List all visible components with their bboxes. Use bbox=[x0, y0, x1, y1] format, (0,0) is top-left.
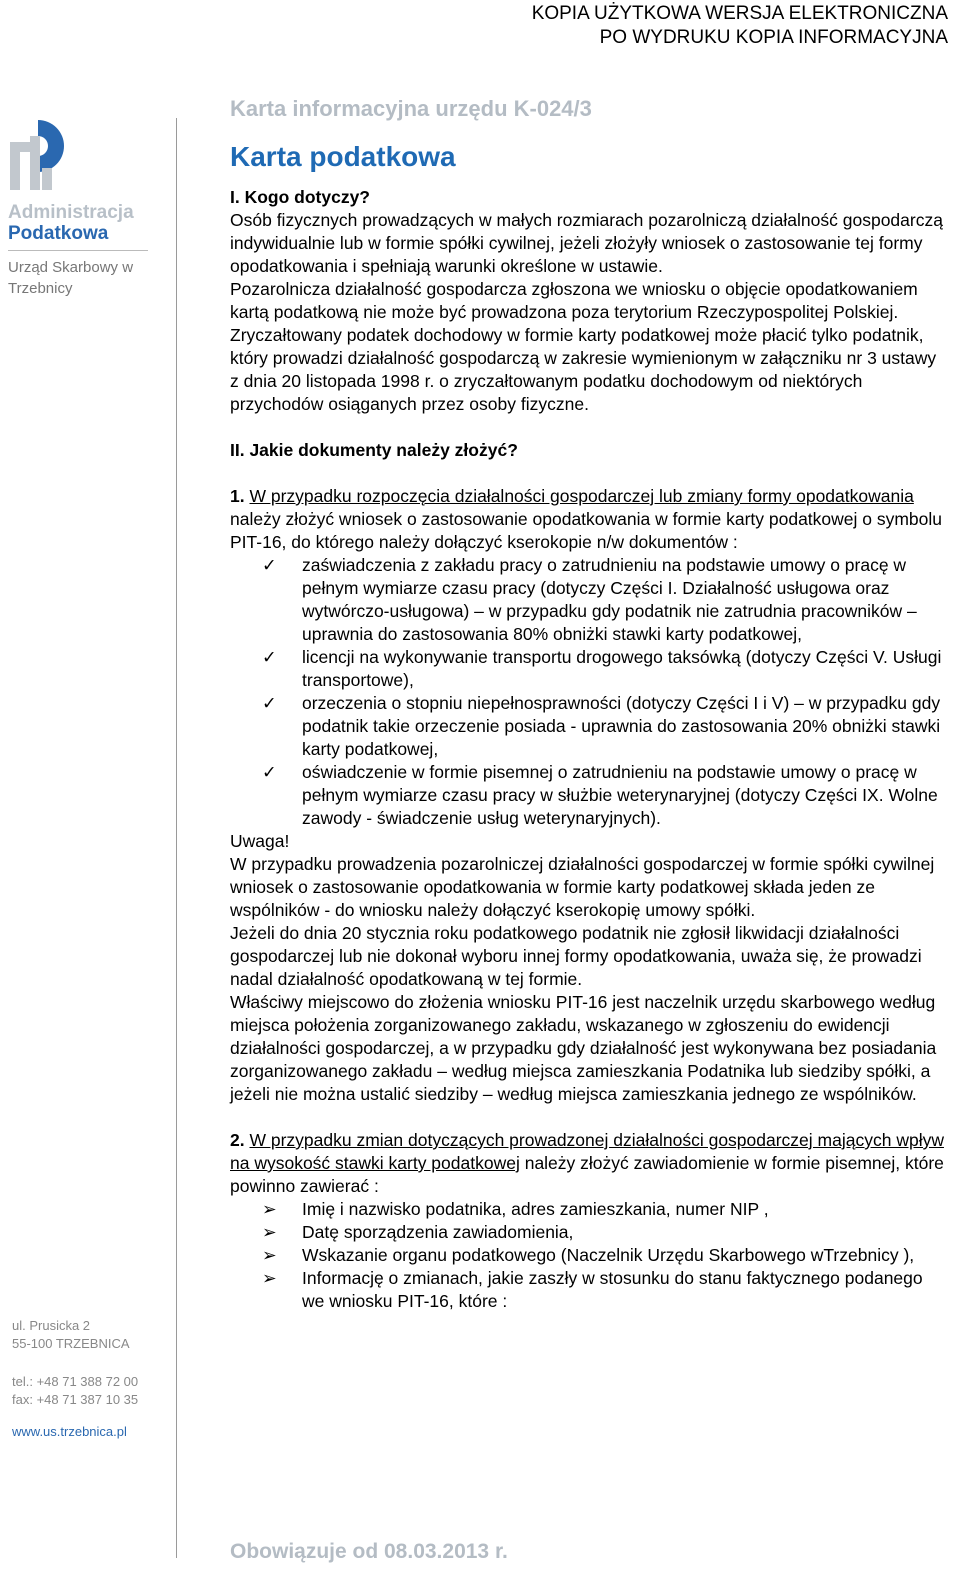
checkmark-icon: ✓ bbox=[262, 555, 277, 575]
checkmark-icon: ✓ bbox=[262, 762, 277, 782]
arrowhead-icon: ➢ bbox=[262, 1245, 277, 1265]
administracja-logo-icon bbox=[8, 116, 70, 192]
valid-from-footer: Obowiązuje od 08.03.2013 r. bbox=[230, 1540, 508, 1563]
section-1-heading: I. Kogo dotyczy? bbox=[230, 187, 370, 207]
list-item-text: oświadczenie w formie pisemnej o zatrudnieniu na podstawie umowy o pracę w pełnym wymiarze czasu pracy w służbie weterynaryjnej (dotyczy Części IX. Wolne zawody - świadczenie usług weterynaryjnych). bbox=[302, 762, 938, 828]
list-item-text: orzeczenia o stopniu niepełnosprawności (dotyczy Części I i V) – w przypadku gdy podatnik takie orzeczenie posiada - uprawnia do zastosowania 20% obniżki stawki karty podatkowej, bbox=[302, 693, 941, 759]
section-1-paragraph: Pozarolnicza działalność gospodarcza zgłoszona we wniosku o objęcie opodatkowaniem kartą podatkową nie może być prowadzona poza terytorium Rzeczypospolitej Polskiej. bbox=[230, 279, 918, 322]
section-1-paragraph: Zryczałtowany podatek dochodowy w formie karty podatkowej może płacić tylko podatnik, który prowadzi działalność gospodarczą w zakresie wymienionym w załączniku nr 3 ustawy z dnia 20 listopada 1998 r. o zryczałtowanym podatku dochodowym od niektórych przychodów osiąganych przez osoby fizyczne. bbox=[230, 325, 937, 414]
item-2-number: 2. bbox=[230, 1130, 245, 1150]
logo-text-administracja: Administracja bbox=[8, 202, 134, 223]
list-item bbox=[230, 1267, 945, 1313]
list-item-text: zaświadczenia z zakładu pracy o zatrudnieniu na podstawie umowy o pracę w pełnym wymiarze czasu pracy (dotyczy Części I. Działalność usługowa oraz wytwórczo-usługowa) – w przypadku gdy podatnik nie zatrudnia pracowników – uprawnia do zastosowania 80% obniżki stawki karty podatkowej, bbox=[302, 555, 917, 644]
item-1-number: 1. bbox=[230, 486, 245, 506]
section-2-heading: II. Jakie dokumenty należy złożyć? bbox=[230, 440, 518, 460]
item-2-underlined-text: W przypadku zmian dotyczących prowadzonej działalności gospodarczej mających wpływ na wysokość stawki karty podatkowej bbox=[230, 1130, 944, 1173]
note-label: Uwaga! bbox=[230, 831, 290, 851]
contact-street: ul. Prusicka 2 bbox=[12, 1318, 91, 1333]
arrowhead-icon: ➢ bbox=[262, 1199, 277, 1219]
logo-rule bbox=[8, 250, 148, 251]
list-item bbox=[230, 1198, 945, 1221]
checkmark-icon: ✓ bbox=[262, 693, 277, 713]
office-logo bbox=[8, 116, 158, 299]
list-item bbox=[230, 1221, 945, 1244]
note-paragraph: W przypadku prowadzenia pozarolniczej działalności gospodarczej w formie spółki cywilnej wniosek o zastosowanie opodatkowania w formie karty podatkowej składa jeden ze wspólników - do wniosku należy dołączyć kserokopię umowy spółki. bbox=[230, 854, 935, 920]
copy-header-line2: PO WYDRUKU KOPIA INFORMACYJNA bbox=[599, 27, 948, 48]
checkmark-icon: ✓ bbox=[262, 647, 277, 667]
logo-office-line2: Trzebnicy bbox=[8, 280, 73, 297]
contact-tel: tel.: +48 71 388 72 00 bbox=[12, 1374, 139, 1389]
arrowhead-icon: ➢ bbox=[262, 1268, 277, 1288]
section-1-paragraph: Osób fizycznych prowadzących w małych rozmiarach pozarolniczą działalność gospodarczą indywidualnie lub w formie spółki cywilnej, jeżeli złożyły wniosek o zastosowanie tej formy opodatkowania i spełniają warunki określone w ustawie. bbox=[230, 210, 943, 276]
item-2-text: należy złożyć zawiadomienie w formie pisemnej, które powinno zawierać : bbox=[230, 1153, 944, 1196]
list-item bbox=[230, 646, 945, 692]
copy-header bbox=[532, 2, 948, 50]
list-item bbox=[230, 554, 945, 646]
document-title: Karta podatkowa bbox=[230, 141, 456, 172]
list-item-text: Informację o zmianach, jakie zaszły w stosunku do stanu faktycznego podanego we wniosku PIT-16, które : bbox=[302, 1268, 923, 1311]
document-body bbox=[230, 94, 945, 1313]
list-item-text: licencji na wykonywanie transportu drogowego taksówką (dotyczy Części V. Usługi transportowe), bbox=[302, 647, 942, 690]
contact-fax: fax: +48 71 387 10 35 bbox=[12, 1392, 139, 1407]
list-item-text: Imię i nazwisko podatnika, adres zamieszkania, numer NIP , bbox=[302, 1199, 769, 1219]
item-1-underlined-text: W przypadku rozpoczęcia działalności gospodarczej lub zmiany formy opodatkowania bbox=[249, 486, 914, 506]
list-item bbox=[230, 1244, 945, 1267]
contact-block bbox=[12, 1317, 138, 1441]
contact-website-link[interactable]: www.us.trzebnica.pl bbox=[12, 1424, 127, 1439]
item-1-intro bbox=[230, 485, 945, 554]
list-item bbox=[230, 761, 945, 830]
note-paragraph: Jeżeli do dnia 20 stycznia roku podatkowego podatnik nie zgłosił likwidacji działalności gospodarczej lub nie dokonał wyboru innej formy opodatkowania, uważa się, że prowadzi nadal działalność opodatkowaną w tej formie. bbox=[230, 923, 922, 989]
list-item-text: Datę sporządzenia zawiadomienia, bbox=[302, 1222, 574, 1242]
item-1-text: należy złożyć wniosek o zastosowanie opodatkowania w formie karty podatkowej o symbolu PIT-16, do którego należy dołączyć kserokopie n/w dokumentów : bbox=[230, 509, 943, 552]
logo-text-podatkowa: Podatkowa bbox=[8, 223, 109, 244]
arrowhead-icon: ➢ bbox=[262, 1222, 277, 1242]
logo-office-line1: Urząd Skarbowy w bbox=[8, 259, 134, 276]
item-1-document-list bbox=[230, 554, 945, 830]
list-item bbox=[230, 692, 945, 761]
item-2-content-list bbox=[230, 1198, 945, 1313]
sidebar-divider bbox=[176, 118, 177, 1558]
list-item-text: Wskazanie organu podatkowego (Naczelnik Urzędu Skarbowego wTrzebnicy ), bbox=[302, 1245, 915, 1265]
card-id: Karta informacyjna urzędu K-024/3 bbox=[230, 96, 592, 121]
contact-city: 55-100 TRZEBNICA bbox=[12, 1336, 130, 1351]
note-paragraph: Właściwy miejscowo do złożenia wniosku PIT-16 jest naczelnik urzędu skarbowego według miejsca położenia zorganizowanego zakładu, wskazanego w zgłoszeniu do ewidencji działalności gospodarczej, a w przypadku gdy działalność jest wykonywana bez posiadania zorganizowanego zakładu – według miejsca zamieszkania Podatnika lub siedziby spółki, a jeżeli nie można ustalić siedziby – według miejsca zamieszkania jednego ze wspólników. bbox=[230, 992, 937, 1104]
copy-header-line1: KOPIA UŻYTKOWA WERSJA ELEKTRONICZNA bbox=[531, 3, 948, 24]
item-2-intro bbox=[230, 1129, 945, 1198]
